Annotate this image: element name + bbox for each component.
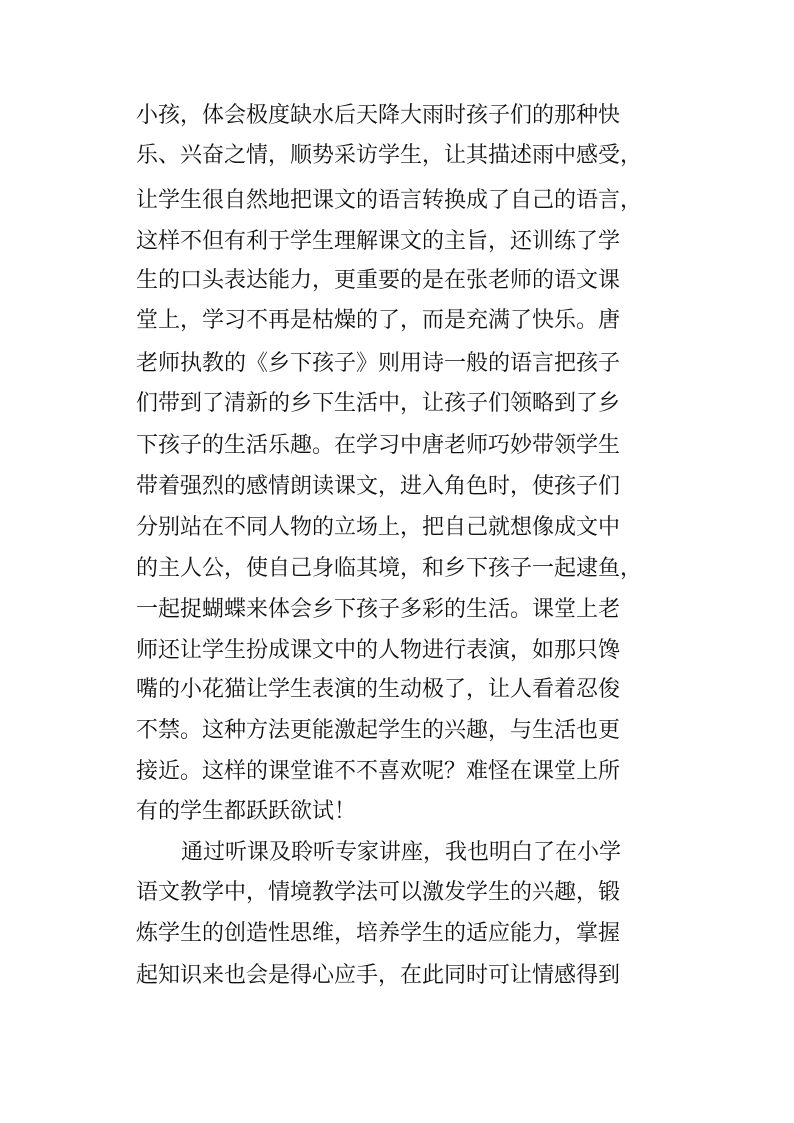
text-line: 生的口头表达能力，更重要的是在张老师的语文课 [136,268,621,293]
paragraph-first-line: 通过听课及聆听专家讲座，我也明白了在小学 [181,840,622,865]
text-line: 的主人公，使自己身临其境，和乡下孩子一起逮鱼， [136,556,643,581]
text-line: 让学生很自然地把课文的语言转换成了自己的语言， [136,188,643,213]
text-line: 小孩，体会极度缺水后天降大雨时孩子们的那种快 [136,103,621,128]
text-line: 有的学生都跃跃欲试！ [136,799,357,824]
text-line: 接近。这样的课堂谁不不喜欢呢？难怪在课堂上所 [136,759,621,784]
text-line: 嘴的小花猫让学生表演的生动极了，让人看着忍俊 [136,677,621,702]
text-line: 分别站在不同人物的立场上，把自己就想像成文中 [136,515,621,540]
text-line: 乐、兴奋之情，顺势采访学生，让其描述雨中感受， [136,143,643,168]
text-line: 下孩子的生活乐趣。在学习中唐老师巧妙带领学生 [136,433,621,458]
text-line: 堂上，学习不再是枯燥的了，而是充满了快乐。唐 [136,308,621,333]
text-line: 老师执教的《乡下孩子》则用诗一般的语言把孩子 [136,351,621,376]
text-line: 带着强烈的感情朗读课文，进入角色时，使孩子们 [136,474,621,499]
text-line: 这样不但有利于学生理解课文的主旨，还训练了学 [136,229,621,254]
text-line: 们带到了清新的乡下生活中，让孩子们领略到了乡 [136,391,621,416]
text-line: 语文教学中，情境教学法可以激发学生的兴趣，锻 [136,880,621,905]
text-line: 不禁。这种方法更能激起学生的兴趣，与生活也更 [136,718,621,743]
text-line: 一起捉蝴蝶来体会乡下孩子多彩的生活。课堂上老 [136,597,621,622]
text-line: 起知识来也会是得心应手，在此同时可让情感得到 [136,963,621,988]
text-line: 师还让学生扮成课文中的人物进行表演，如那只馋 [136,638,621,663]
text-line: 炼学生的创造性思维，培养学生的适应能力，掌握 [136,921,621,946]
